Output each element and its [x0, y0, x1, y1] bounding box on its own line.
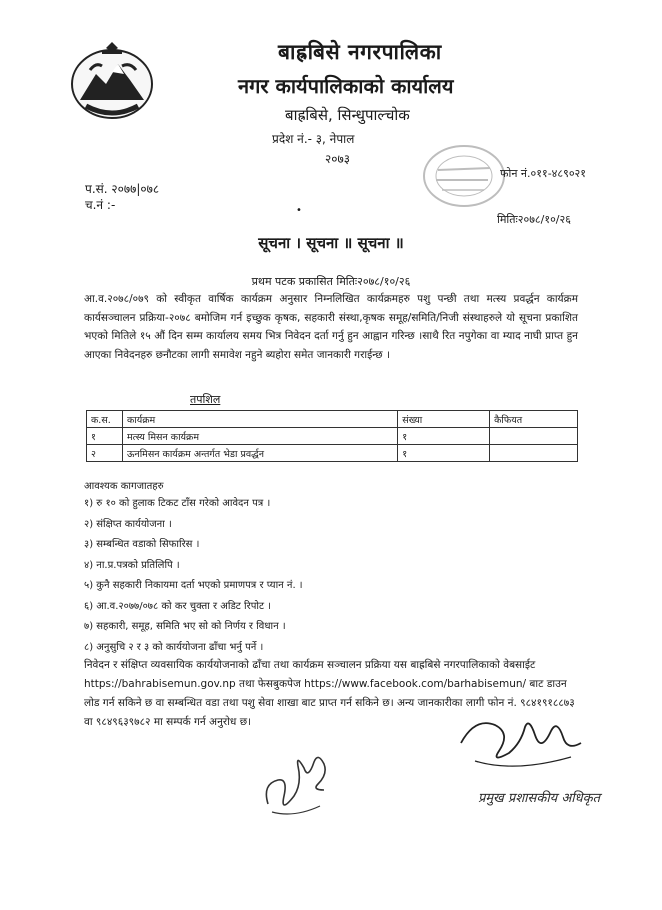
- signature-icon: [258, 744, 338, 824]
- column-header-count: संख्या: [398, 411, 490, 428]
- list-item: ६) आ.व.२०७७/०७८ को कर चुक्ता र अडिट रिपोट ।: [84, 600, 271, 612]
- notice-body: आ.व.२०७८/०७९ को स्वीकृत वार्षिक कार्यक्रम अनुसार निम्नलिखित कार्यक्रमहरु पशु पन्छी तथा मत्स्य प्रवर्द्धन कार्यक्रम कार्यसञ्चालन प्रक्रिया-२०७८ बमोजिम गर्न इच्छुक कृषक, सहकारी संस्था,कृषक समूह/समिति/निजी संस्थाहरुले यो सूचना प्रकाशित भएको मितिले १५ औं दिन सम्म कार्यालय समय भित्र निवेदन दर्ता गर्नु हुन आह्वान गरिन्छ ।साथै रित नपुगेका वा म्याद नाघी प्राप्त हुन आएका निवेदनहरु छनौटका लागी समावेश नहुने ब्यहोरा समेत जानकारी गराईन्छ ।: [84, 293, 578, 361]
- table-cell: मत्स्य मिसन कार्यक्रम: [122, 428, 397, 445]
- office-address: बाह्रबिसे, सिन्धुपाल्चोक: [285, 106, 410, 124]
- documents-list: [84, 494, 303, 658]
- list-item: ५) कुनै सहकारी निकायमा दर्ता भएको प्रमाणपत्र र प्यान नं. ।: [84, 580, 303, 591]
- documents-heading: आवश्यक कागजातहरु: [84, 481, 164, 492]
- column-header-remarks: कैफियत: [490, 411, 578, 428]
- office-subtitle: नगर कार्यपालिकाको कार्यालय: [238, 74, 454, 98]
- table-row: [87, 428, 578, 445]
- province-line: प्रदेश नं.- ३, नेपाल: [272, 132, 355, 146]
- notice-heading: सूचना । सूचना ॥ सूचना ॥: [258, 234, 404, 252]
- list-item: १) रु १० को हुलाक टिकट टाँस गरेको आवेदन पत्र ।: [84, 498, 271, 509]
- nepal-government-emblem-icon: [66, 40, 158, 124]
- dispatch-number: च.नं :-: [85, 198, 116, 212]
- table-cell: १: [398, 445, 490, 462]
- table-cell: [490, 428, 578, 445]
- table-header-row: [87, 411, 578, 428]
- list-item: ८) अनुसुचि २ र ३ को कार्ययोजना ढाँचा भर्नु पर्ने ।: [84, 641, 264, 653]
- program-table: [86, 410, 578, 462]
- list-item: ४) ना.प्र.पत्रको प्रतिलिपि ।: [84, 559, 180, 571]
- column-header-serial: क.स.: [87, 411, 123, 428]
- table-row: [87, 445, 578, 462]
- established-year: २०७३: [325, 152, 350, 166]
- signatory-title: प्रमुख प्रशासकीय अधिकृत: [478, 791, 601, 806]
- letter-date: मितिः२०७८/१०/२६: [497, 213, 571, 226]
- details-heading: तपशिल: [190, 393, 221, 406]
- column-header-program: कार्यक्रम: [122, 411, 397, 428]
- list-item: २) संक्षिप्त कार्ययोजना ।: [84, 518, 172, 530]
- table-cell: २: [87, 445, 123, 462]
- bullet-mark: •: [296, 205, 302, 216]
- table-cell: [490, 445, 578, 462]
- table-cell: ऊनमिसन कार्यक्रम अन्तर्गत भेडा प्रवर्द्धन: [122, 445, 397, 462]
- list-item: ३) सम्बन्धित वडाको सिफारिस ।: [84, 539, 200, 550]
- published-date: प्रथम पटक प्रकासित मितिः२०७८/१०/२६: [251, 275, 411, 288]
- reference-number: प.सं. २०७७|०७८: [85, 182, 160, 196]
- office-name: बाह्रबिसे नगरपालिका: [278, 40, 442, 64]
- office-stamp-icon: [418, 140, 510, 212]
- table-cell: १: [398, 428, 490, 445]
- list-item: ७) सहकारी, समूह, समिति भए सो को निर्णय र विधान ।: [84, 621, 286, 632]
- signature-icon: [455, 713, 585, 775]
- phone-number: फोन नं.०११-४८९०२१: [500, 167, 586, 180]
- contact-paragraph: निवेदन र संक्षिप्त व्यवसायिक कार्ययोजनाको ढाँचा तथा कार्यक्रम सञ्चालन प्रक्रिया यस बाह्रबिसे नगरपालिकाको वेबसाईट https://bahrabisemun.gov.np तथा फेसबुकपेज https://www.facebook.com/barhabisemun/ बाट डाउन लोड गर्न सकिने छ वा सम्बन्धित वडा तथा पशु सेवा शाखा बाट प्राप्त गर्न सकिने छ। अन्य जानकारीका लागी फोन नं. ९८४१९१८८७३ वा ९८४९६३९७८२ मा सम्पर्क गर्न अनुरोध छ।: [84, 659, 575, 728]
- table-cell: १: [87, 428, 123, 445]
